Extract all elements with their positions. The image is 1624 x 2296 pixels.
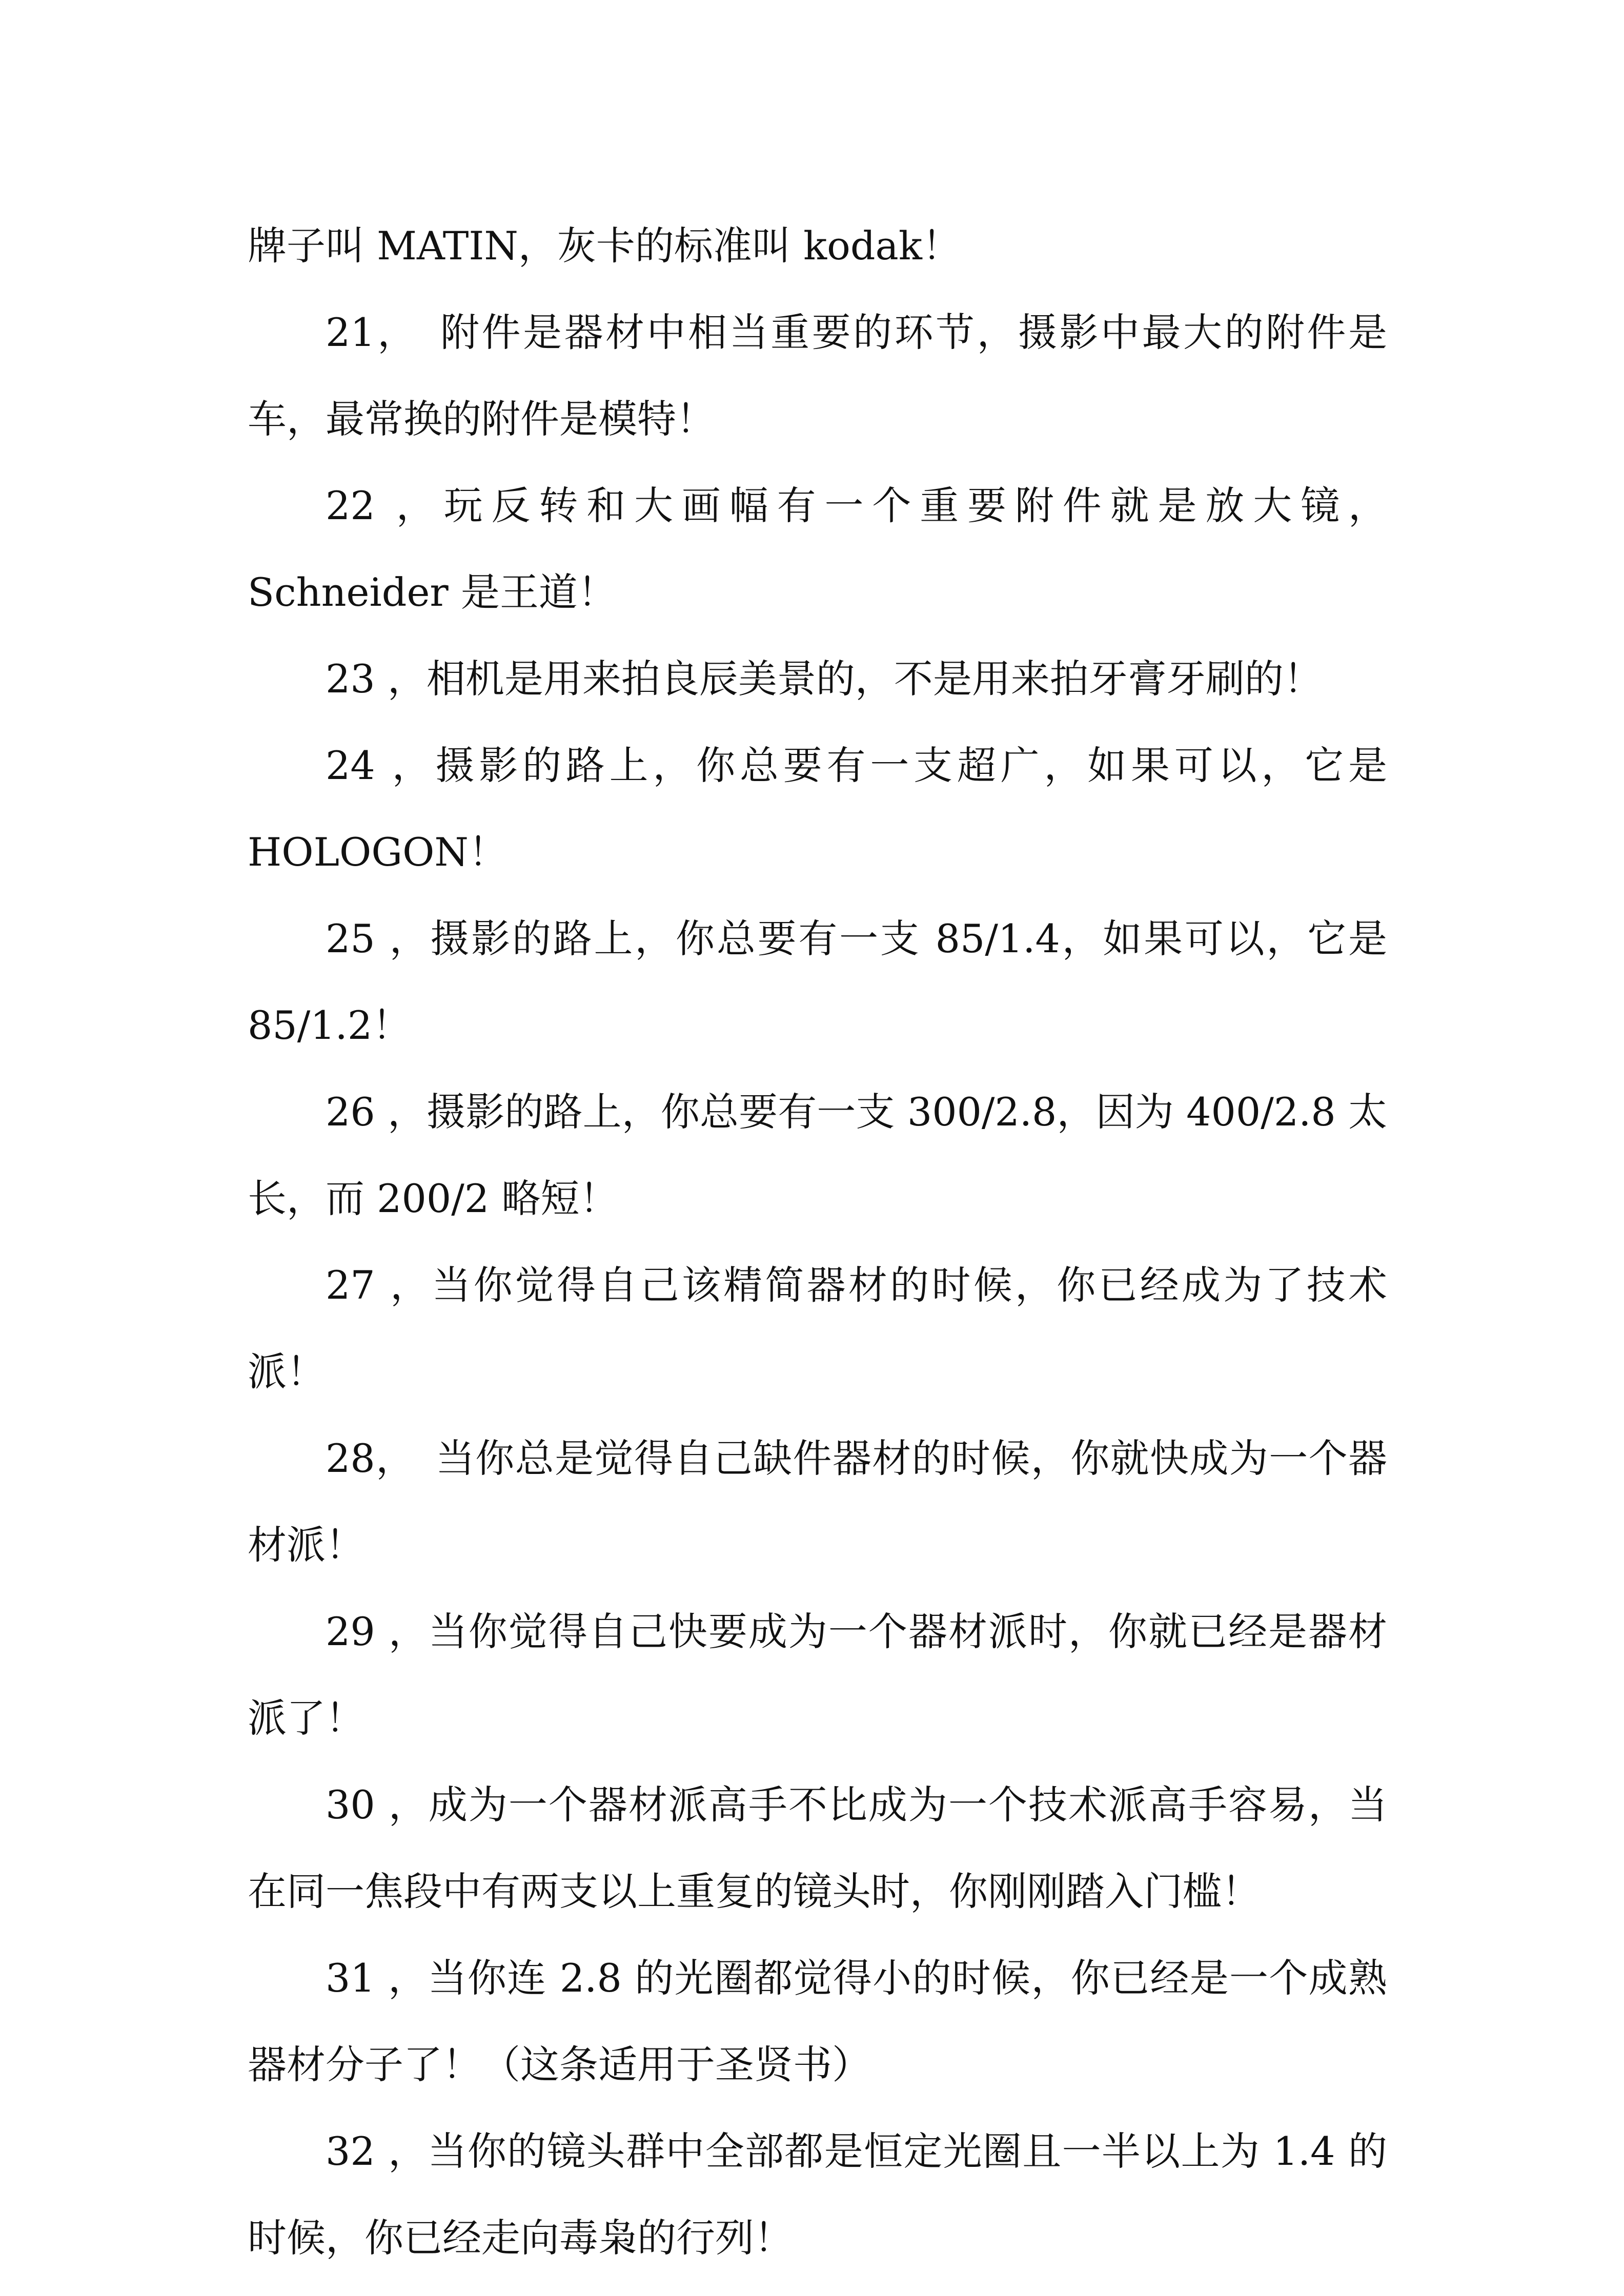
paragraph-28: 28， 当你总是觉得自己缺件器材的时候，你就快成为一个器材派！ bbox=[248, 1436, 1387, 1568]
paragraph-27: 27 ，当你觉得自己该精简器材的时候，你已经成为了技术派！ bbox=[248, 1262, 1387, 1395]
paragraph-22: 22 ，玩反转和大画幅有一个重要附件就是放大镜，Schneider 是王道！ bbox=[248, 483, 1387, 615]
paragraph-25: 25 ，摄影的路上，你总要有一支 85/1.4，如果可以，它是 85/1.2！ bbox=[248, 916, 1387, 1048]
document-body bbox=[248, 202, 1387, 2281]
paragraph-26: 26 ，摄影的路上，你总要有一支 300/2.8，因为 400/2.8 太长，而 200/2 略短！ bbox=[248, 1089, 1387, 1221]
paragraph-continuation: 牌子叫 MATIN，灰卡的标准叫 kodak！ bbox=[248, 223, 961, 269]
paragraph-32: 32 ，当你的镜头群中全部都是恒定光圈且一半以上为 1.4 的时候，你已经走向毒枭的行列！ bbox=[248, 2128, 1387, 2261]
paragraph-30: 30 ，成为一个器材派高手不比成为一个技术派高手容易，当在同一焦段中有两支以上重复的镜头时，你刚刚踏入门槛！ bbox=[248, 1782, 1387, 1914]
paragraph-23: 23 ，相机是用来拍良辰美景的，不是用来拍牙膏牙刷的！ bbox=[326, 656, 1323, 702]
paragraph-29: 29 ，当你觉得自己快要成为一个器材派时，你就已经是器材派了！ bbox=[248, 1609, 1387, 1741]
paragraph-21: 21， 附件是器材中相当重要的环节，摄影中最大的附件是车，最常换的附件是模特！ bbox=[248, 310, 1387, 442]
paragraph-31: 31 ，当你连 2.8 的光圈都觉得小的时候，你已经是一个成熟器材分子了！（这条适用于圣贤书） bbox=[248, 1955, 1387, 2087]
paragraph-24: 24 ，摄影的路上，你总要有一支超广，如果可以，它是 HOLOGON！ bbox=[248, 743, 1387, 875]
